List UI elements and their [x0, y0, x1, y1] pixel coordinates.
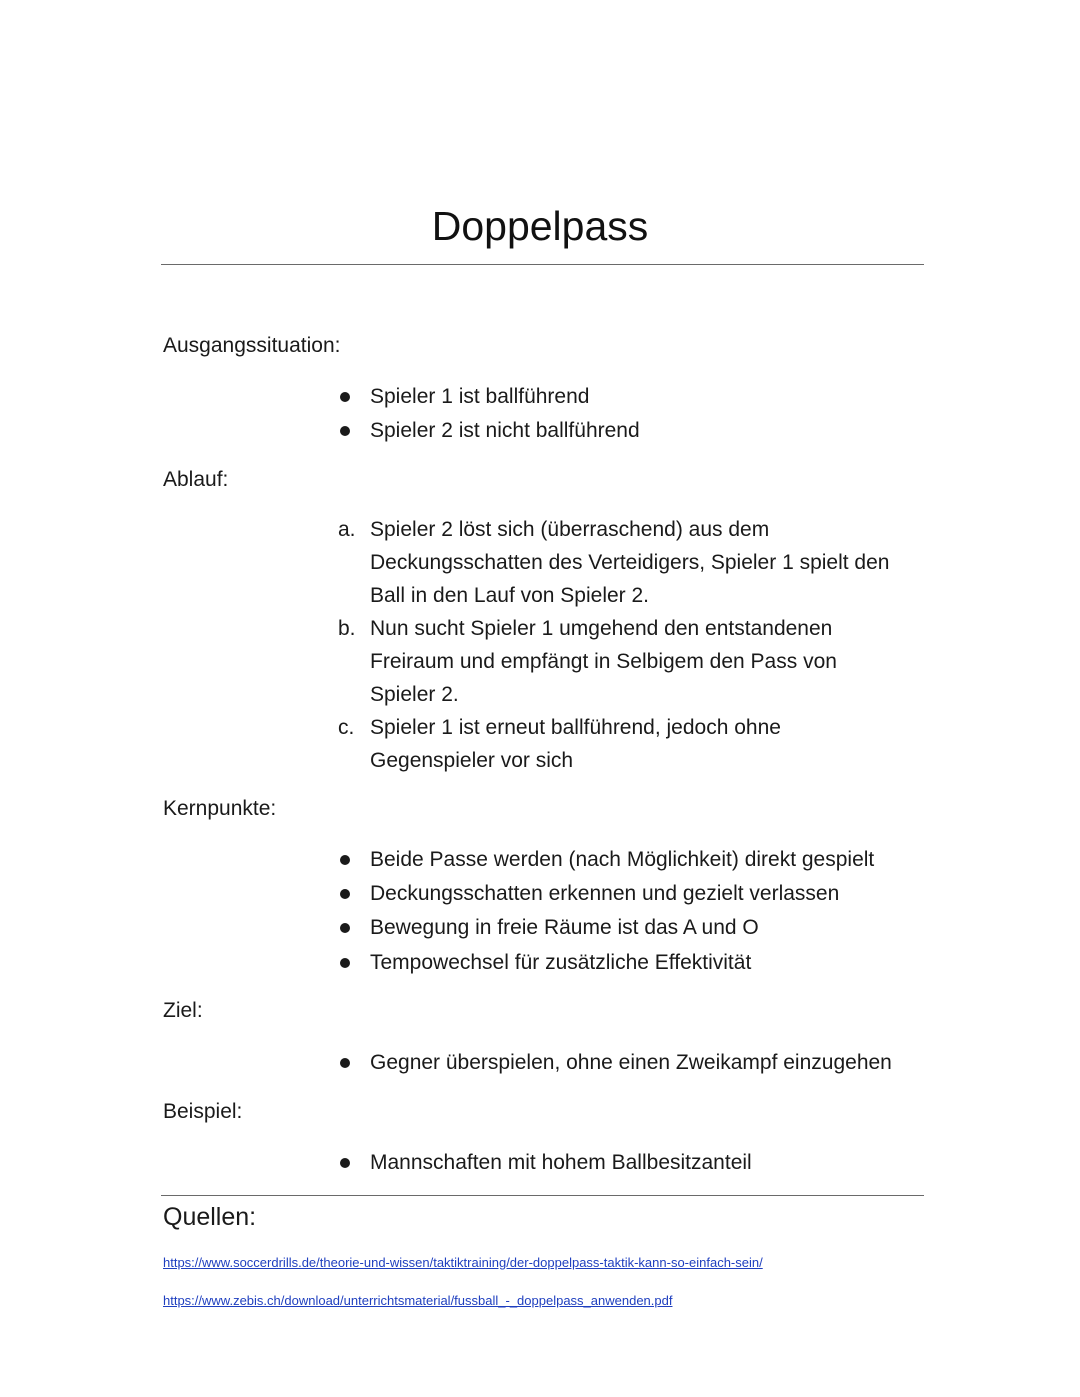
bullet-icon: [340, 1158, 350, 1168]
list-item-line: Spieler 1 ist erneut ballführend, jedoch ohne: [370, 716, 781, 739]
bullet-icon: [340, 1058, 350, 1068]
list-item-line: Spieler 2.: [370, 683, 459, 706]
bullet-icon: [340, 889, 350, 899]
list-marker: b.: [338, 617, 356, 640]
list-item: Bewegung in freie Räume ist das A und O: [370, 916, 759, 939]
section-label-beispiel: Beispiel:: [163, 1100, 243, 1123]
sources-divider: [161, 1195, 924, 1196]
list-marker: c.: [338, 716, 355, 739]
list-item-line: Ball in den Lauf von Spieler 2.: [370, 584, 650, 607]
sources-heading: Quellen:: [163, 1203, 257, 1231]
list-item: Mannschaften mit hohem Ballbesitzanteil: [370, 1151, 752, 1174]
list-item: Deckungsschatten erkennen und gezielt verlassen: [370, 882, 840, 905]
section-label-ausgangssituation: Ausgangssituation:: [163, 334, 341, 357]
bullet-icon: [340, 392, 350, 402]
bullet-icon: [340, 426, 350, 436]
section-label-kernpunkte: Kernpunkte:: [163, 797, 277, 820]
bullet-icon: [340, 855, 350, 865]
bullet-icon: [340, 958, 350, 968]
list-item-line: Gegenspieler vor sich: [370, 749, 574, 772]
list-item-line: Spieler 2 löst sich (überraschend) aus dem: [370, 518, 770, 541]
list-item: Tempowechsel für zusätzliche Effektivität: [370, 951, 752, 974]
section-label-ablauf: Ablauf:: [163, 468, 229, 491]
list-item: Spieler 1 ist ballführend: [370, 385, 590, 408]
list-item-line: Freiraum und empfängt in Selbigem den Pass von: [370, 650, 837, 673]
page-title: Doppelpass: [431, 203, 649, 249]
list-marker: a.: [338, 518, 356, 541]
source-link-zebis[interactable]: https://www.zebis.ch/download/unterrichtsmaterial/fussball_-_doppelpass_anwenden.pdf: [163, 1293, 673, 1308]
bullet-icon: [340, 923, 350, 933]
section-label-ziel: Ziel:: [163, 999, 203, 1022]
list-item-line: Deckungsschatten des Verteidigers, Spieler 1 spielt den: [370, 551, 890, 574]
list-item: Beide Passe werden (nach Möglichkeit) direkt gespielt: [370, 848, 875, 871]
list-item: Gegner überspielen, ohne einen Zweikampf einzugehen: [370, 1051, 892, 1074]
list-item-line: Nun sucht Spieler 1 umgehend den entstandenen: [370, 617, 833, 640]
source-link-soccerdrills[interactable]: https://www.soccerdrills.de/theorie-und-wissen/taktiktraining/der-doppelpass-taktik-kann-so-einfach-sein/: [163, 1255, 763, 1270]
title-divider: [161, 264, 924, 265]
list-item: Spieler 2 ist nicht ballführend: [370, 419, 640, 442]
